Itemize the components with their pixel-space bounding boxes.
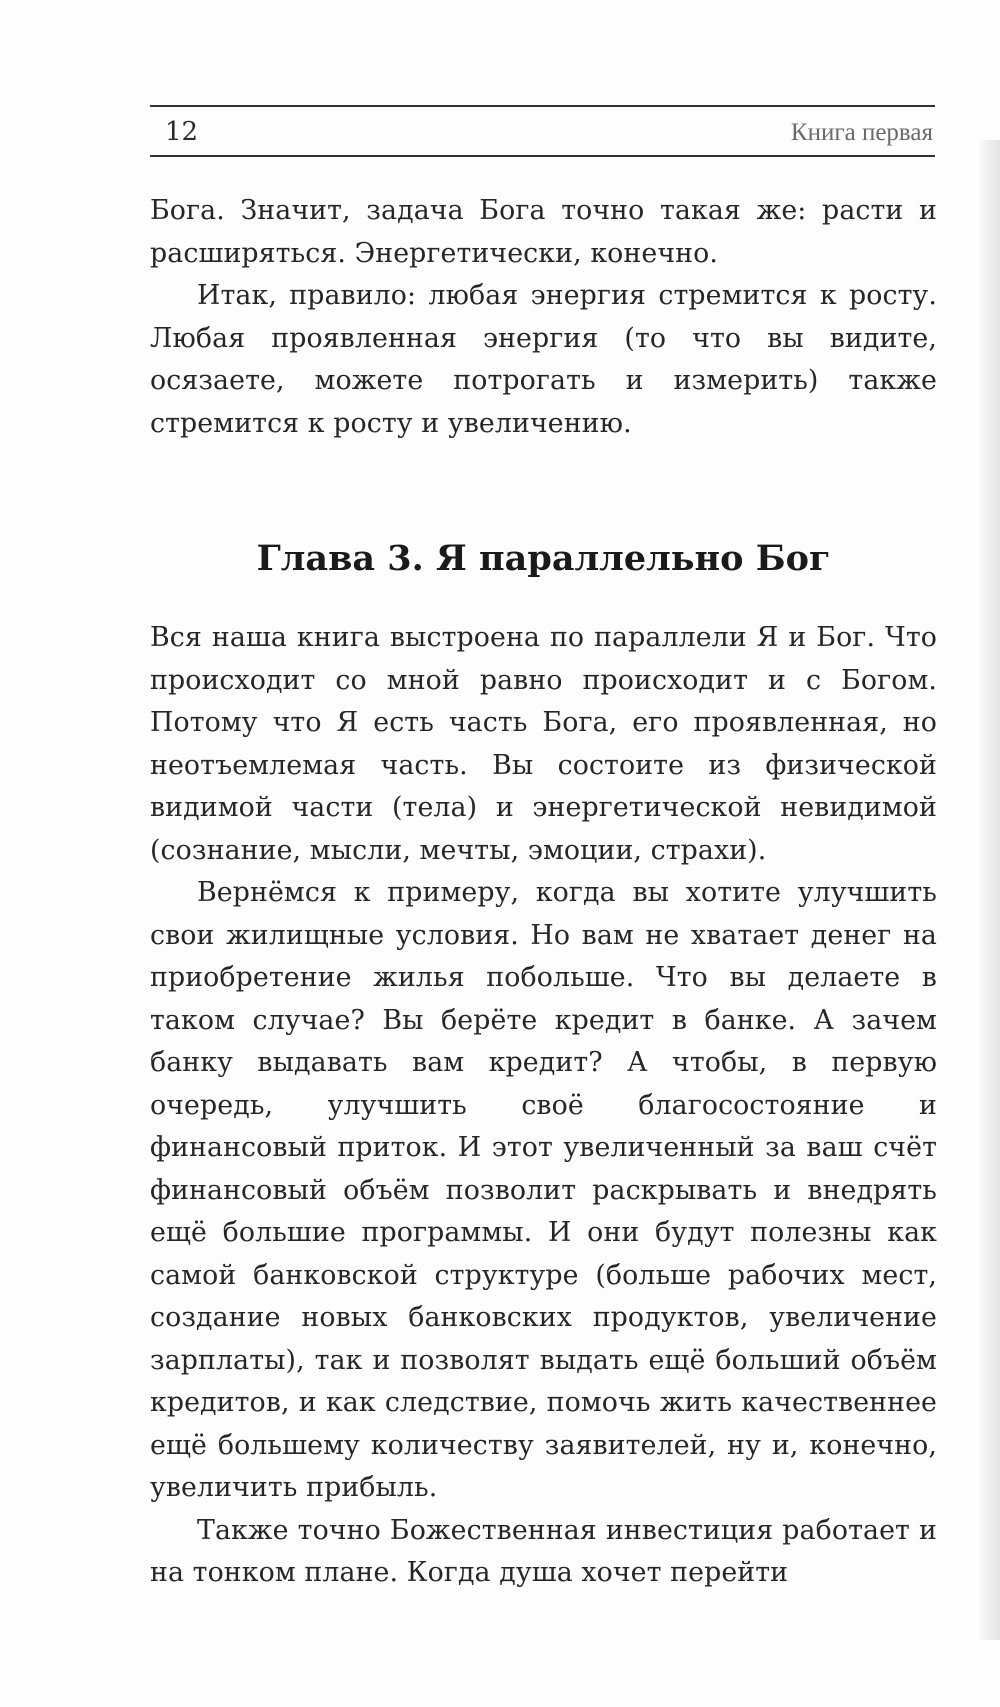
page-header: [150, 105, 935, 157]
page-content: [150, 190, 937, 1595]
page-number: 12: [165, 117, 199, 147]
paragraph-1: Бога. Значит, задача Бога точно такая же: расти и расширяться. Энергетически, конечно.: [150, 195, 937, 269]
paragraph-5: Также точно Божественная инвестиция работает и на тонком плане. Когда душа хочет перейти: [150, 1514, 937, 1588]
paragraph-3: Вся наша книга выстроена по параллели Я и Бог. Что происходит со мной равно происходит и с Богом. Потому что Я есть часть Бога, его проявленная, но неотъемлемая часть. Вы состоите из физической видимой части (тела) и энергетической невидимой (сознание, мысли, мечты, эмоции, страхи).: [150, 622, 937, 866]
chapter-title: Глава 3. Я параллельно Бог: [256, 538, 831, 579]
running-title: Книга первая: [790, 119, 933, 146]
paragraph-2: Итак, правило: любая энергия стремится к росту. Любая проявленная энергия (то что вы видите, осязаете, можете потрогать и измерить) также стремится к росту и увеличению.: [150, 280, 937, 439]
page-edge-shadow: [980, 140, 1000, 1640]
chapter-body: [150, 617, 937, 1595]
paragraph-4: Вернёмся к примеру, когда вы хотите улучшить свои жилищные условия. Но вам не хватает денег на приобретение жилья побольше. Что вы делаете в таком случае? Вы берёте кредит в банке. А зачем банку выдавать вам кредит? А чтобы, в первую очередь, улучшить своё благосостояние и финансовый приток. И этот увеличенный за ваш счёт финансовый объём позволит раскрывать и внедрять ещё большие программы. И они будут полезны как самой банковской структуре (больше рабочих мест, создание новых банковских продуктов, увеличение зарплаты), так и позволят выдать ещё больший объём кредитов, и как следствие, помочь жить качественнее ещё большему количеству заявителей, ну и, конечно, увеличить прибыль.: [150, 877, 937, 1503]
